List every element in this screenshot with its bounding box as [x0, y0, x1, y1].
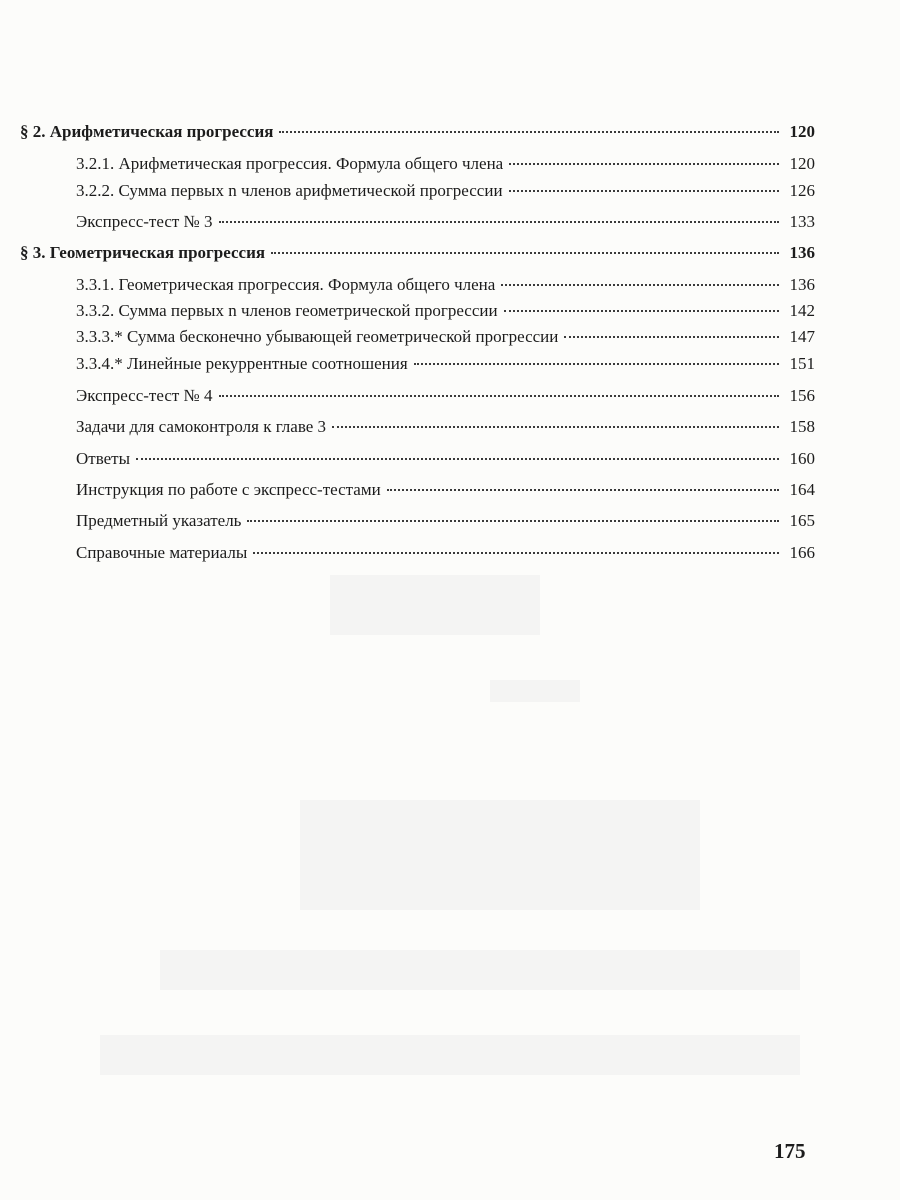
toc-entry-page: 164: [789, 480, 815, 499]
dot-leader: [247, 520, 779, 522]
reverse-side-bleed: [100, 1035, 800, 1075]
toc-entry-section-2[interactable]: [20, 121, 815, 143]
toc-entry-page: 136: [789, 243, 815, 262]
dot-leader: [279, 131, 779, 133]
toc-entry-page: 166: [789, 543, 815, 562]
toc-entry-page: 136: [789, 275, 815, 294]
dot-leader: [219, 221, 779, 223]
dot-leader: [501, 284, 779, 286]
toc-entry-label: § 3. Геометрическая прогрессия: [20, 243, 266, 262]
page-number: 175: [774, 1139, 806, 1163]
toc-entry-label: 3.3.2. Сумма первых n членов геометрической прогрессии: [76, 301, 498, 320]
toc-entry-label: 3.2.2. Сумма первых n членов арифметической прогрессии: [76, 181, 503, 200]
dot-leader: [414, 363, 779, 365]
toc-entry-3-3-3[interactable]: [76, 326, 815, 348]
toc-entry-label: 3.3.3.* Сумма бесконечно убывающей геометрической прогрессии: [76, 327, 559, 346]
dot-leader: [509, 190, 779, 192]
toc-entry-page: 160: [789, 449, 815, 468]
toc-entry-3-2-2[interactable]: [76, 180, 815, 202]
toc-entry-page: 147: [789, 327, 815, 346]
toc-entry-page: 158: [789, 417, 815, 436]
toc-entry-label: Задачи для самоконтроля к главе 3: [76, 417, 327, 436]
toc-entry-self-control[interactable]: [76, 416, 815, 438]
toc-entry-label: 3.3.1. Геометрическая прогрессия. Формула общего члена: [76, 275, 496, 294]
dot-leader: [332, 426, 779, 428]
toc-entry-3-2-1[interactable]: [76, 153, 815, 175]
toc-entry-page: 142: [789, 301, 815, 320]
toc-entry-label: Предметный указатель: [76, 511, 242, 530]
toc-entry-label: Справочные материалы: [76, 543, 248, 562]
toc-entry-page: 151: [789, 354, 815, 373]
toc-entry-page: 120: [789, 154, 815, 173]
dot-leader: [504, 310, 779, 312]
toc-entry-page: 120: [789, 122, 815, 141]
dot-leader: [509, 163, 779, 165]
toc-entry-page: 156: [789, 386, 815, 405]
toc-entry-page: 126: [789, 181, 815, 200]
toc-entry-label: § 2. Арифметическая прогрессия: [20, 122, 274, 141]
toc-entry-label: Ответы: [76, 449, 131, 468]
toc-entry-label: 3.3.4.* Линейные рекуррентные соотношения: [76, 354, 408, 373]
toc-entry-express-test-3[interactable]: [76, 211, 815, 233]
dot-leader: [219, 395, 779, 397]
dot-leader: [253, 552, 779, 554]
toc-entry-subject-index[interactable]: [76, 510, 815, 532]
reverse-side-bleed: [490, 680, 580, 702]
dot-leader: [136, 458, 779, 460]
toc-entry-section-3[interactable]: [20, 242, 815, 264]
toc-entry-3-3-1[interactable]: [76, 274, 815, 296]
dot-leader: [564, 336, 779, 338]
toc-entry-label: Экспресс-тест № 4: [76, 386, 213, 405]
toc-entry-express-test-4[interactable]: [76, 385, 815, 407]
toc-entry-label: Экспресс-тест № 3: [76, 212, 213, 231]
toc-entry-page: 165: [789, 511, 815, 530]
reverse-side-bleed: [160, 950, 800, 990]
toc-entry-label: Инструкция по работе с экспресс-тестами: [76, 480, 381, 499]
toc-entry-instructions[interactable]: [76, 479, 815, 501]
toc-entry-3-3-4[interactable]: [76, 353, 815, 375]
toc-entry-label: 3.2.1. Арифметическая прогрессия. Формула общего члена: [76, 154, 504, 173]
dot-leader: [387, 489, 779, 491]
reverse-side-bleed: [330, 575, 540, 635]
toc-entry-answers[interactable]: [76, 448, 815, 470]
toc-entry-reference-materials[interactable]: [76, 542, 815, 564]
reverse-side-bleed: [300, 800, 700, 910]
toc-entry-3-3-2[interactable]: [76, 300, 815, 322]
dot-leader: [271, 252, 779, 254]
toc-entry-page: 133: [789, 212, 815, 231]
